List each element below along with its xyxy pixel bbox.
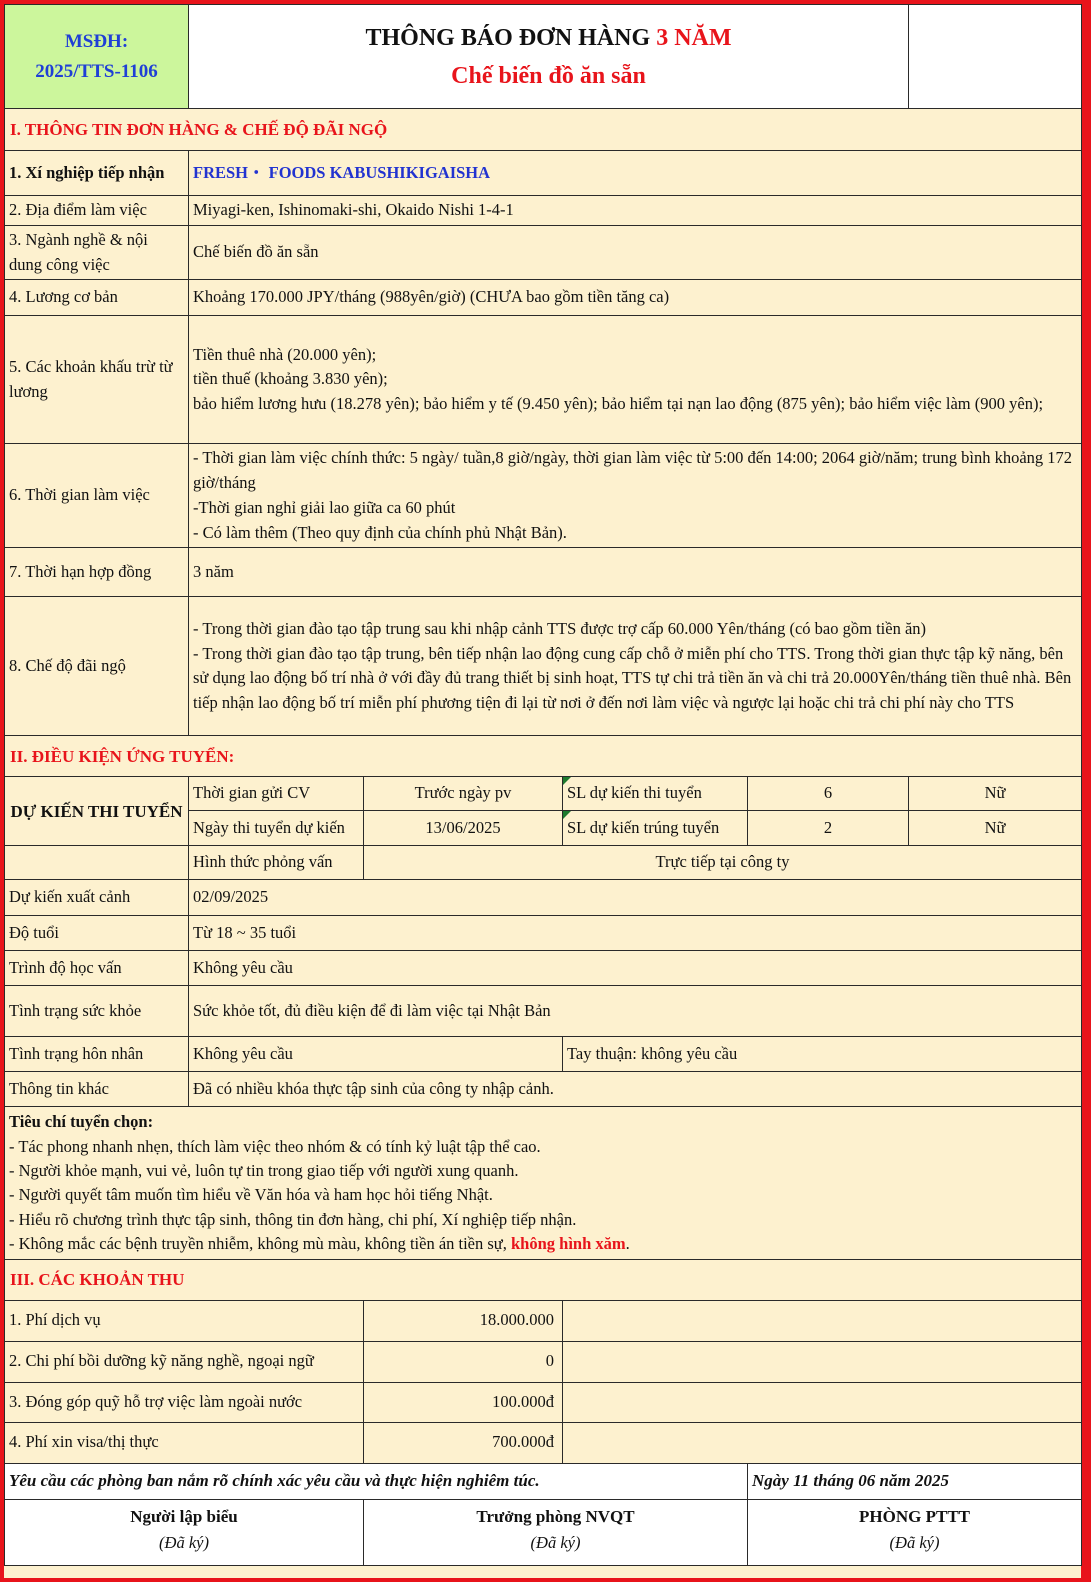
row-label-location: 2. Địa điểm làm việc [5, 196, 189, 226]
signer-title: Người lập biểu [130, 1506, 238, 1526]
criteria-title: Tiêu chí tuyển chọn: [9, 1112, 154, 1132]
health-value: Sức khỏe tốt, đủ điều kiện để đi làm việc tại Nhật Bản [189, 986, 1082, 1037]
signature-department [748, 1499, 1082, 1565]
signer-status: (Đã ký) [530, 1533, 581, 1553]
footer-note: Yêu cầu các phòng ban nắm rõ chính xác yêu cầu và thực hiện nghiêm túc. [5, 1463, 748, 1499]
departure-label: Dự kiến xuất cảnh [5, 880, 189, 916]
other-info-label: Thông tin khác [5, 1072, 189, 1107]
pass-gender: Nữ [909, 811, 1082, 846]
fee-label: 1. Phí dịch vụ [5, 1300, 364, 1341]
signer-status: (Đã ký) [159, 1533, 209, 1553]
handedness-value: Tay thuận: không yêu cầu [563, 1037, 1082, 1072]
fee-label: 4. Phí xin visa/thị thực [5, 1422, 364, 1463]
work-location: Miyagi-ken, Ishinomaki-shi, Okaido Nishi 1-4-1 [189, 196, 1082, 226]
fee-label: 3. Đóng góp quỹ hỗ trợ việc làm ngoài nước [5, 1382, 364, 1422]
title-highlight: 3 NĂM [656, 24, 732, 51]
selection-criteria [5, 1107, 1082, 1259]
row-label-contract: 7. Thời hạn hợp đồng [5, 548, 189, 597]
fee-label: 2. Chi phí bồi dưỡng kỹ năng nghề, ngoại ngữ [5, 1341, 364, 1382]
signer-title: PHÒNG PTTT [859, 1506, 970, 1526]
exam-date-value: 13/06/2025 [364, 811, 563, 846]
section-3-title: III. CÁC KHOẢN THU [5, 1259, 1082, 1300]
footer-date: Ngày 11 tháng 06 năm 2025 [748, 1463, 1082, 1499]
title-cell [189, 5, 909, 109]
exam-gender: Nữ [909, 777, 1082, 811]
signer-status: (Đã ký) [889, 1533, 940, 1553]
pass-count-label: SL dự kiến trúng tuyển [563, 811, 748, 846]
working-hours: - Thời gian làm việc chính thức: 5 ngày/ tuần,8 giờ/ngày, thời gian làm việc từ 5:00 đến 14:00; 2064 giờ/năm; trung bình khoảng 172 giờ/tháng -Thời gian nghỉ giải lao giữa ca 60 phút - Có làm thêm (Theo quy định của chính phủ Nhật Bản). [189, 444, 1082, 548]
row-label-job: 3. Ngành nghề & nội dung công việc [5, 225, 189, 280]
signer-title: Trưởng phòng NVQT [476, 1506, 635, 1526]
section-2-title: II. ĐIỀU KIỆN ỨNG TUYỂN: [5, 736, 1082, 777]
fee-empty [563, 1382, 1082, 1422]
exam-count-value: 6 [748, 777, 909, 811]
contract-term: 3 năm [189, 548, 1082, 597]
health-label: Tình trạng sức khỏe [5, 986, 189, 1037]
marital-label: Tình trạng hôn nhân [5, 1037, 189, 1072]
fee-value: 100.000đ [364, 1382, 563, 1422]
criteria-item: - Người khỏe mạnh, vui vẻ, luôn tự tin trong giao tiếp với người xung quanh. [9, 1161, 519, 1181]
other-info-value: Đã có nhiều khóa thực tập sinh của công ty nhập cảnh. [189, 1072, 1082, 1107]
fee-empty [563, 1341, 1082, 1382]
fee-empty [563, 1300, 1082, 1341]
row-label-company: 1. Xí nghiệp tiếp nhận [5, 151, 189, 196]
job-content: Chế biến đồ ăn sẵn [189, 225, 1082, 280]
age-value: Từ 18 ~ 35 tuổi [189, 916, 1082, 951]
section-1-title: I. THÔNG TIN ĐƠN HÀNG & CHẾ ĐỘ ĐÃI NGỘ [5, 109, 1082, 151]
salary-deductions: Tiền thuê nhà (20.000 yên); tiền thuế (khoảng 3.830 yên); bảo hiểm lương hưu (18.278 yên); bảo hiểm y tế (9.450 yên); bảo hiểm tại nạn lao động (875 yên); bảo hiểm việc làm (900 yên); [189, 316, 1082, 444]
fee-value: 700.000đ [364, 1422, 563, 1463]
order-code-value: 2025/TTS-1106 [35, 60, 158, 82]
pass-count-value: 2 [748, 811, 909, 846]
interview-empty-cell [5, 846, 189, 880]
cv-deadline-label: Thời gian gửi CV [189, 777, 364, 811]
row-label-deductions: 5. Các khoản khấu trừ từ lương [5, 316, 189, 444]
criteria-last-text: - Không mắc các bệnh truyền nhiễm, không mù màu, không tiền án tiền sự, [9, 1234, 507, 1254]
departure-value: 02/09/2025 [189, 880, 1082, 916]
fee-empty [563, 1422, 1082, 1463]
benefits: - Trong thời gian đào tạo tập trung sau khi nhập cảnh TTS được trợ cấp 60.000 Yên/tháng (có bao gồm tiền ăn) - Trong thời gian đào tạo tập trung, bên tiếp nhận lao động cung cấp chỗ ở miễn phí cho TTS. Trong thời gian thực tập kỹ năng, bên sử dụng lao động bố trí nhà ở với đầy đủ trang thiết bị sinh hoạt, TTS tự chi trả tiền ăn và chi trả 20.000Yên/tháng tiền thuê nhà. Bên tiếp nhận lao động bố trí miễn phí phương tiện đi lại từ nơi ở đến nơi làm việc và ngược lại hoặc chi trả chi phí này cho TTS [189, 597, 1082, 736]
education-value: Không yêu cầu [189, 951, 1082, 986]
order-table [4, 4, 1082, 1566]
order-code-cell [5, 5, 189, 109]
criteria-item: - Tác phong nhanh nhẹn, thích làm việc theo nhóm & có tính kỷ luật tập thể cao. [9, 1136, 541, 1156]
education-label: Trình độ học vấn [5, 951, 189, 986]
criteria-last-end: . [625, 1234, 630, 1254]
order-code-label: MSĐH: [64, 31, 129, 53]
criteria-item: - Người quyết tâm muốn tìm hiểu về Văn hóa và ham học hỏi tiếng Nhật. [9, 1185, 493, 1205]
header-blank-cell [909, 5, 1082, 109]
exam-count-label: SL dự kiến thi tuyển [563, 777, 748, 811]
exam-date-label: Ngày thi tuyển dự kiến [189, 811, 364, 846]
signature-preparer [5, 1499, 364, 1565]
cv-deadline-value: Trước ngày pv [364, 777, 563, 811]
page-title [193, 20, 904, 56]
base-salary: Khoảng 170.000 JPY/tháng (988yên/giờ) (CHƯA bao gồm tiền tăng ca) [189, 280, 1082, 316]
row-label-salary: 4. Lương cơ bản [5, 280, 189, 316]
company-name: FRESH・ FOODS KABUSHIKIGAISHA [189, 151, 1082, 196]
interview-label: Hình thức phỏng vấn [189, 846, 364, 880]
title-main: THÔNG BÁO ĐƠN HÀNG [365, 24, 651, 51]
interview-value: Trực tiếp tại công ty [364, 846, 1082, 880]
page-subtitle: Chế biến đồ ăn sẵn [451, 62, 646, 89]
row-label-hours: 6. Thời gian làm việc [5, 444, 189, 548]
fee-value: 0 [364, 1341, 563, 1382]
criteria-item [9, 1232, 1077, 1256]
fee-value: 18.000.000 [364, 1300, 563, 1341]
marital-value: Không yêu cầu [189, 1037, 563, 1072]
exam-plan-label: DỰ KIẾN THI TUYỂN [5, 777, 189, 846]
row-label-benefits: 8. Chế độ đãi ngộ [5, 597, 189, 736]
criteria-item: - Hiểu rõ chương trình thực tập sinh, thông tin đơn hàng, chi phí, Xí nghiệp tiếp nhận. [9, 1209, 577, 1229]
age-label: Độ tuổi [5, 916, 189, 951]
criteria-no-tattoo: không hình xăm [511, 1234, 626, 1254]
signature-manager [364, 1499, 748, 1565]
